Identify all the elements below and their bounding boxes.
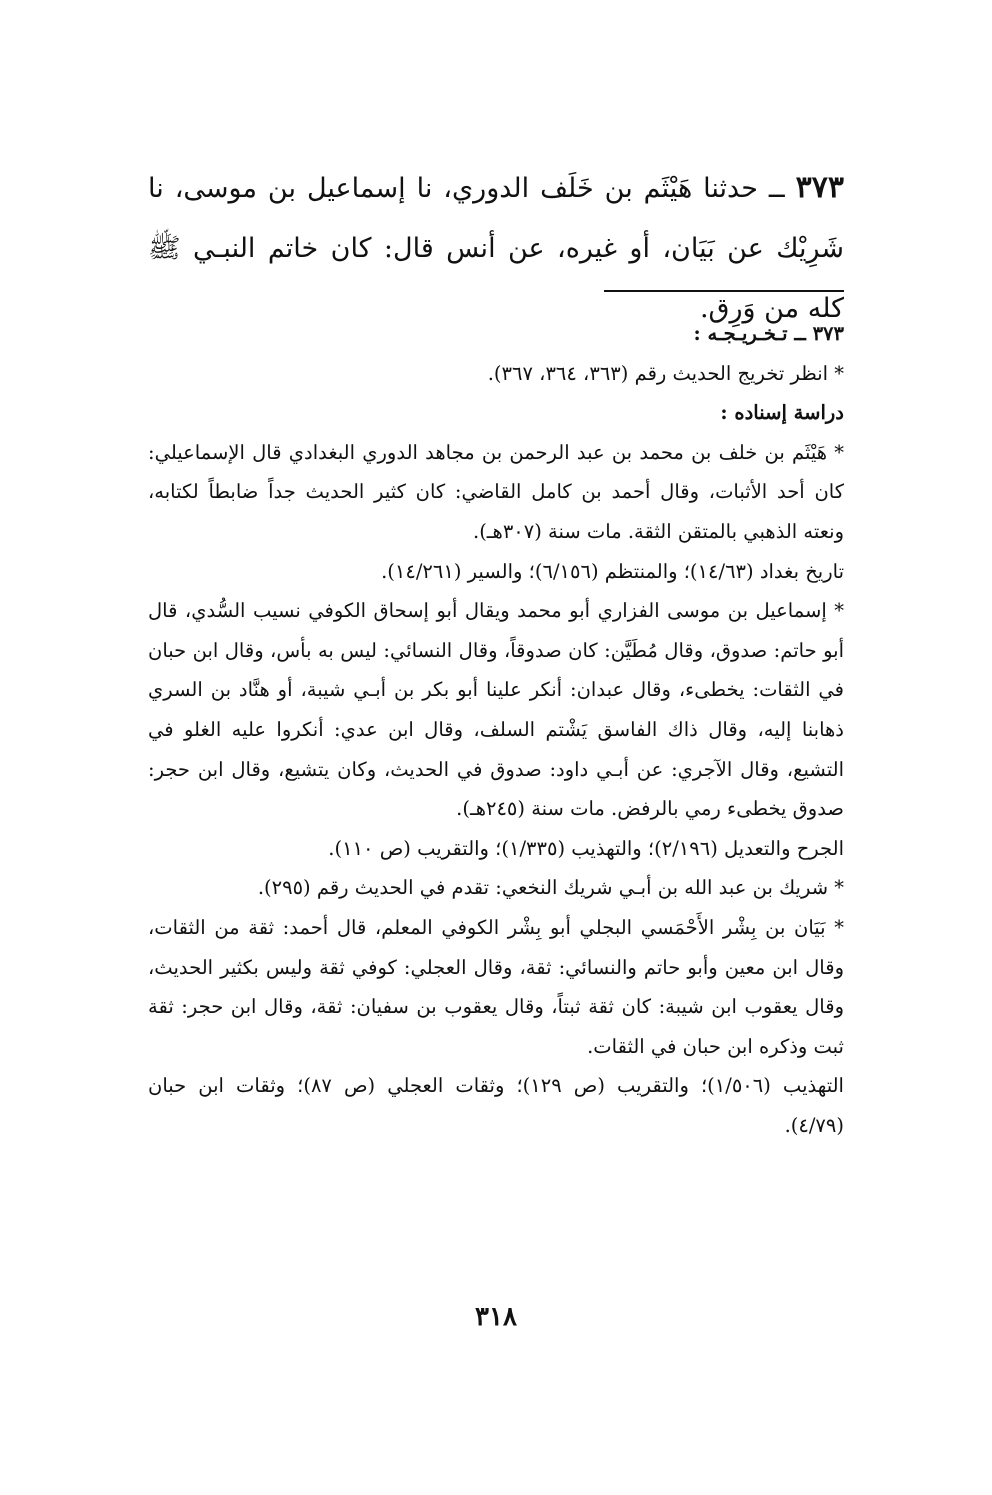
page-number: ٣١٨ (475, 1302, 517, 1332)
isnad-heading: دراسة إسناده : (720, 401, 844, 425)
narrator-sharik: * شريك بن عبد الله بن أبـي شريك النخعي: تقدم في الحديث رقم (٢٩٥). (257, 876, 844, 900)
hadith-number: ٣٧٣ (795, 170, 845, 205)
footnotes (148, 314, 844, 1145)
narrator-ismail-refs: الجرح والتعديل (٢/١٩٦)؛ والتهذيب (١/٣٣٥)؛ والتقريب (ص ١١٠). (328, 836, 844, 860)
footnote-divider (604, 290, 844, 292)
page (148, 0, 844, 1495)
hadith-text (148, 158, 844, 339)
narrator-haytham-refs: تاريخ بغداد (١٤/٦٣)؛ والمنتظم (٦/١٥٦)؛ والسير (١٤/٢٦١). (381, 559, 844, 583)
narrator-ismail: * إسماعيل بن موسى الفزاري أبو محمد ويقال أبو إسحاق الكوفي نسيب السُّدي، قال أبو حاتم: صدوق، وقال مُطَيَّن: كان صدوقاً، وقال النسائي: ليس به بأس، وقال ابن حبان في الثقات: يخطىء، وقال عبدان: أنكر علينا أبو بكر بن أبـي شيبة، أو هنَّاد بن السري ذهابنا إليه، وقال ذاك الفاسق يَشْتم السلف، وقال ابن عدي: أنكروا عليه الغلو في التشيع، وقال الآجري: عن أبـي داود: صدوق في الحديث، وكان يتشيع، وقال ابن حجر: صدوق يخطىء رمي بالرفض. مات سنة (٢٤٥هـ). (148, 599, 844, 821)
hadith-body: ــ حدثنا هَيْثَم بن خَلَف الدوري، نا إسماعيل بن موسى، نا شَرِيْك عن بَيَان، أو غيره، عن أنس قال: كان خاتم النبـي ﷺ كله من وَرِق. (148, 173, 844, 324)
narrator-bayan: * بَيَان بن بِشْر الأَحْمَسي البجلي أبو بِشْر الكوفي المعلم، قال أحمد: ثقة من الثقات، وقال ابن معين وأبو حاتم والنسائي: ثقة، وقال العجلي: كوفي ثقة وليس بكثير الحديث، وقال يعقوب ابن شيبة: كان ثقة ثبتاً، وقال يعقوب بن سفيان: ثقة، وقال ابن حجر: ثقة ثبت وذكره ابن حبان في الثقات. (148, 915, 844, 1058)
narrator-bayan-refs: التهذيب (١/٥٠٦)؛ والتقريب (ص ١٢٩)؛ وثقات العجلي (ص ٨٧)؛ وثقات ابن حبان (٤/٧٩). (148, 1074, 844, 1137)
narrator-haytham: * هَيْثَم بن خلف بن محمد بن عبد الرحمن بن مجاهد الدوري البغدادي قال الإسماعيلي: كان أحد الأثبات، وقال أحمد بن كامل القاضي: كان كثير الحديث جداً ضابطاً لكتابه، ونعته الذهبي بالمتقن الثقة. مات سنة (٣٠٧هـ). (148, 440, 844, 543)
takhrij-text: * انظر تخريج الحديث رقم (٣٦٣، ٣٦٤، ٣٦٧). (487, 361, 844, 385)
takhrij-heading: ٣٧٣ ــ تـخـريـجـه : (693, 322, 844, 345)
